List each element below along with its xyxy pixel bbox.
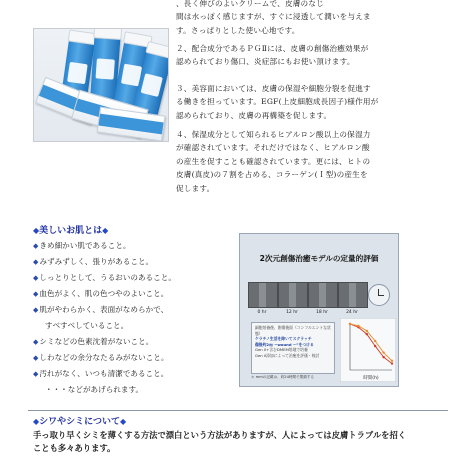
figure-footnote: ＊ mmの記載は、約24時間で閉鎖する [251, 375, 315, 379]
item-2-line-2: 認められており傷口、炎症部にもお使い頂けます。 [176, 57, 355, 67]
list-item: ◆みずみずしく、張りがあること。 [33, 257, 154, 267]
data-point [366, 333, 368, 335]
data-point [382, 356, 384, 358]
item-3-line-1: ３、美容面においては、皮膚の保湿や細胞分裂を促進す [176, 84, 371, 93]
list-item: ◆シミなどの色素沈着がないこと。 [33, 336, 154, 346]
wound-healing-figure [239, 233, 399, 387]
diamond-bullet-icon: ◆ [33, 337, 39, 346]
intro-paragraph [176, 0, 430, 37]
micrograph-label: 0 hr [257, 310, 267, 315]
x-axis-label: 時間(h) [363, 376, 379, 381]
wrinkle-line-2: ことも多々あります。 [33, 442, 116, 453]
list-item: ◆汚れがなく、いつも清潔であること。 [33, 368, 169, 378]
micrograph-label: 12 hr [286, 310, 298, 315]
item-4-line-4: 皮膚(真皮)の７割を占める、コラーゲン(Ｉ型)の産生を [176, 170, 368, 180]
micrograph-12hr [278, 282, 308, 308]
item-4-line-1: ４、保湿成分として知られるヒアルロン酸以上の保湿力 [176, 130, 371, 139]
intro-line-2: 間は水っぽく感じますが、すぐに浸透して潤いを与えま [176, 12, 371, 22]
beauty-heading [33, 223, 108, 236]
list-item: ◆きめ細かい肌であること。 [33, 241, 131, 250]
list-item-continuation: すべすべしていること。 [45, 321, 129, 331]
wrinkle-line-1: 手っ取り早くシミを薄くする方法で漂白という方法がありますが、人によっては皮膚トラブルを招く [33, 430, 407, 440]
beauty-heading-text: 美しいお肌とは [39, 226, 103, 236]
item-4-paragraph [176, 128, 430, 195]
list-item: ◆しわなどの余分なたるみがないこと。 [33, 352, 169, 362]
micrograph-0hr [248, 282, 278, 308]
micrograph-label: 18 hr [316, 310, 328, 315]
data-point [374, 345, 376, 347]
item-4-line-2: が確認されています。それだけではなく、ヒアルロン酸 [176, 143, 370, 153]
data-point [382, 351, 384, 353]
diamond-icon: ◆ [33, 417, 40, 426]
data-point [349, 323, 351, 325]
micrograph-label: 24 hr [346, 310, 358, 315]
wrinkle-heading [33, 414, 126, 427]
data-point [357, 325, 359, 327]
figure-title: 2次元創傷治癒モデルの定量的評価 [259, 254, 379, 263]
diamond-icon: ◆ [33, 226, 40, 235]
wrinkle-paragraph [33, 429, 445, 454]
item-4-line-3: の産生を促すことも確認されています。更には、ヒトの [176, 156, 371, 166]
data-point [391, 360, 393, 362]
clock-icon [368, 284, 390, 306]
item-2-paragraph [176, 42, 430, 69]
diamond-bullet-icon: ◆ [33, 242, 39, 250]
item-2-line-1: ２、配合成分であるＰＧⅡには、皮膚の創傷治癒効果が [176, 44, 369, 53]
list-item: ◆しっとりとして、うるおいのあること。 [33, 273, 176, 283]
diamond-icon: ◆ [119, 417, 127, 426]
diamond-bullet-icon: ◆ [33, 258, 39, 267]
micrograph-24hr [338, 282, 368, 308]
beauty-bullet-list [33, 238, 238, 397]
wrinkle-heading-text: シワやシミについて [39, 417, 120, 427]
diamond-bullet-icon: ◆ [33, 290, 39, 299]
data-point [374, 340, 376, 342]
list-closing: ・・・などがあげられます。 [45, 384, 144, 394]
micrograph-18hr [308, 282, 338, 308]
intro-line-3: す。さっぱりとした使い心地です。 [176, 25, 300, 35]
method-note-box: 細胞培養後、創傷後面（コンフルエントな状態） ケラチノ生活を除いてスクラッチ 傷後約2㎝ ~wound ~”をつける Gen II+含むDMEM培地で培養 Gen II添加によって治癒を評価・検討 [251, 322, 335, 374]
chart-background [340, 318, 396, 382]
healing-chart [340, 318, 396, 382]
item-3-line-2: る働きを担っています。EGF(上皮細胞成長因子)様作用が [176, 97, 379, 107]
diamond-bullet-icon: ◆ [33, 353, 39, 362]
data-point [391, 362, 393, 364]
data-point [366, 330, 368, 332]
list-item: ◆肌がやわらかく、表面がなめらかで、 [33, 305, 169, 315]
intro-line-1: 、長く伸びのよいクリームで、皮膚のなじ [176, 0, 324, 8]
list-item: ◆血色がよく、肌の色つやのよいこと。 [33, 289, 169, 299]
section-divider [28, 410, 448, 411]
item-4-line-5: 促します。 [176, 183, 215, 193]
item-3-paragraph [176, 82, 430, 122]
product-photo [33, 28, 169, 142]
item-3-line-3: 認められており、皮膚の再構築を促します。 [176, 110, 332, 120]
diamond-icon: ◆ [102, 226, 109, 235]
diamond-bullet-icon: ◆ [33, 306, 39, 315]
diamond-bullet-icon: ◆ [33, 369, 39, 378]
diamond-bullet-icon: ◆ [33, 274, 39, 283]
